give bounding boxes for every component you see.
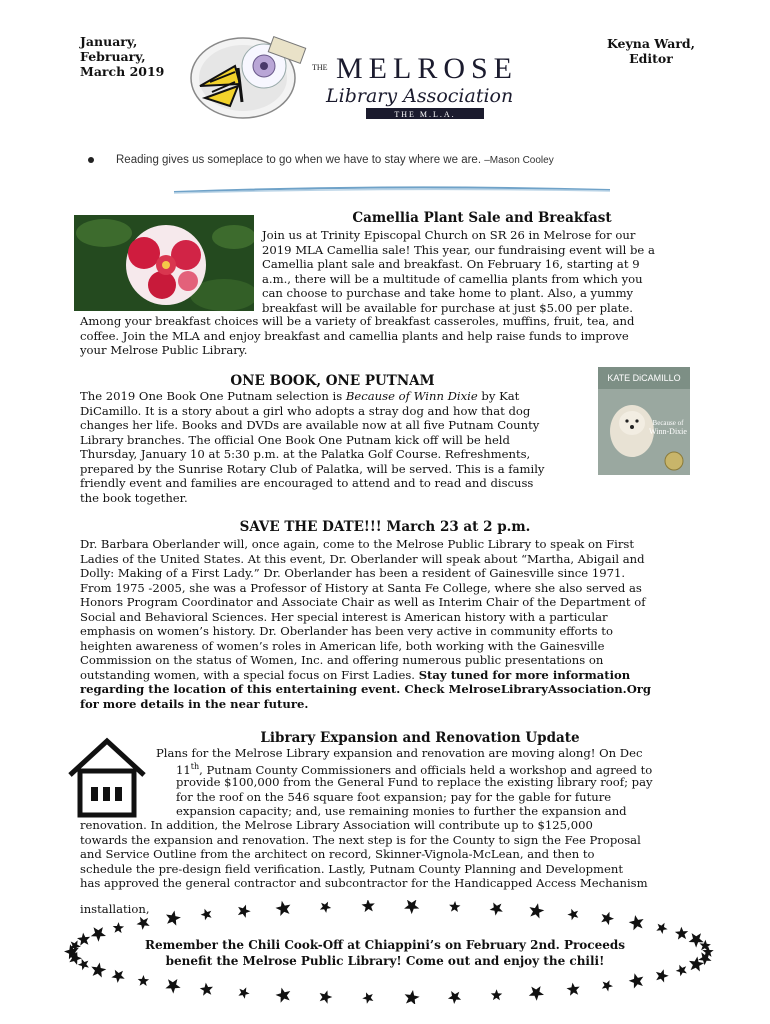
text-line: From 1975 -2005, she was a Professor of History at Santa Fe College, where she also served as bbox=[80, 580, 642, 595]
book-title: Because of Winn Dixie bbox=[345, 389, 478, 403]
star-icon bbox=[529, 903, 544, 918]
editor-credit bbox=[596, 36, 706, 66]
wave-divider bbox=[172, 182, 612, 198]
star-icon bbox=[491, 989, 502, 1000]
star-icon bbox=[449, 901, 460, 912]
star-icon bbox=[601, 912, 614, 925]
text-line: Thursday, January 10 at 5:30 p.m. at the Palatka Golf Course. Refreshments, bbox=[80, 447, 531, 461]
melrose-logo bbox=[180, 36, 570, 122]
text-line: breakfast will be available for purchase at just $5.00 per plate. bbox=[262, 300, 633, 315]
star-icon bbox=[111, 970, 124, 983]
text-line: Join us at Trinity Episcopal Church on SR 26 in Melrose for our bbox=[262, 228, 636, 242]
text-line: heighten awareness of women’s roles in American life, both working with the Gainesville bbox=[80, 638, 605, 653]
issue-date-line: February, bbox=[80, 49, 146, 64]
quote-attribution: –Mason Cooley bbox=[484, 155, 554, 166]
text-line: Remember the Chili Cook-Off at Chiappini’s on February 2nd. Proceeds bbox=[144, 938, 626, 952]
text-line: towards the expansion and renovation. The next step is for the County to sign the Fee Proposal bbox=[80, 832, 641, 847]
expansion-line: Plans for the Melrose Library expansion and renovation are moving along! On Dec bbox=[156, 746, 643, 760]
expansion-indented bbox=[176, 775, 716, 819]
bullet-icon bbox=[88, 157, 94, 163]
book-cover bbox=[598, 367, 690, 475]
onebook-paragraph bbox=[80, 389, 595, 505]
star-icon bbox=[629, 915, 644, 930]
text-line: Dr. Barbara Oberlander will, once again, come to the Melrose Public Library to speak on First bbox=[80, 537, 635, 551]
star-icon bbox=[362, 900, 375, 912]
star-icon bbox=[113, 922, 124, 933]
text-line: 2019 MLA Camellia sale! This year, our fundraising event will be a bbox=[262, 242, 655, 257]
issue-date-line: March 2019 bbox=[80, 64, 165, 79]
issue-date-line: January, bbox=[80, 34, 138, 49]
text-line: has approved the general contractor and subcontractor for the Handicapped Access Mechanism bbox=[80, 876, 648, 890]
quote bbox=[88, 154, 554, 166]
star-icon bbox=[567, 983, 580, 996]
expansion-line: 11th, Putnam County Commissioners and officials held a workshop and agreed to bbox=[176, 762, 653, 777]
editor-title: Editor bbox=[629, 51, 673, 66]
text-line: friendly event and families are encouraged to attend and to read and discuss bbox=[80, 476, 534, 490]
expansion-paragraph bbox=[80, 818, 720, 891]
logo-name: MELROSE bbox=[336, 52, 519, 85]
text-line: for the roof on the 546 square foot expansion; pay for the gable for future bbox=[176, 789, 612, 804]
expansion-last-line: installation, bbox=[80, 902, 150, 916]
camellia-photo bbox=[74, 215, 254, 311]
camellia-paragraph-full bbox=[80, 314, 710, 358]
star-icon bbox=[689, 933, 704, 948]
savedate-title: SAVE THE DATE!!! March 23 at 2 p.m. bbox=[239, 519, 531, 535]
star-icon bbox=[629, 973, 644, 988]
text-line: Honors Program Coordinator and Associate Chair as well as Interim Chair of the Department of bbox=[80, 595, 646, 609]
star-icon bbox=[138, 975, 149, 986]
quote-text: Reading gives us someplace to go when we have to stay where we are. bbox=[116, 154, 482, 166]
library-house-icon bbox=[66, 735, 148, 821]
text-line: and Service Outline from the architect on record, Skinner-Vignola-McLean, and then to bbox=[80, 847, 595, 861]
text-line: Dolly: Making of a First Lady.” Dr. Oberlander has been a resident of Gainesville since 1971. bbox=[80, 566, 626, 580]
chili-announcement bbox=[80, 937, 690, 969]
text-line: emphasis on women’s history. Dr. Oberlander has been very active in community efforts to bbox=[80, 624, 613, 638]
text-line: benefit the Melrose Public Library! Come out and enjoy the chili! bbox=[165, 954, 605, 968]
text-line: regarding the location of this entertaining event. Check MelroseLibraryAssociation.Org bbox=[80, 682, 652, 696]
star-icon bbox=[238, 905, 251, 918]
star-icon bbox=[165, 979, 180, 994]
text-line: prepared by the Sunrise Rotary Club of Palatka, will be served. This is a family bbox=[80, 461, 545, 476]
camellia-paragraph-right bbox=[262, 228, 712, 315]
star-icon bbox=[405, 990, 420, 1004]
text-line: Among your breakfast choices will be a variety of breakfast casseroles, muffins, fruit, tea, and bbox=[80, 314, 635, 328]
star-icon bbox=[238, 987, 249, 998]
text-line: Commission on the status of Women, Inc. and offering numerous public presentations on bbox=[80, 653, 604, 667]
issue-date bbox=[80, 34, 190, 79]
savedate-paragraph bbox=[80, 537, 710, 711]
star-icon bbox=[320, 902, 331, 913]
text-line: expansion capacity; and, use remaining monies to further the expansion and bbox=[176, 804, 627, 818]
text-line: outstanding women, with a special focus on First Ladies. Stay tuned for more information bbox=[80, 667, 631, 682]
star-icon bbox=[656, 923, 667, 934]
text-line: Ladies of the United States. At this event, Dr. Oberlander will speak about “Martha, Abigail and bbox=[80, 551, 645, 566]
text-line: Social and Behavioral Sciences. Her special interest is American history with a particular bbox=[80, 609, 608, 624]
text-line: for more details in the near future. bbox=[80, 696, 309, 711]
logo-the: THE bbox=[312, 63, 328, 72]
text-line: schedule the pre-design field verification. Lastly, Putnam County Planning and Development bbox=[80, 861, 623, 876]
text-line: Library branches. The official One Book One Putnam kick off will be held bbox=[80, 432, 510, 447]
logo-tag: THE M.L.A. bbox=[394, 110, 456, 119]
cover-author: KATE DiCAMILLO bbox=[607, 373, 681, 383]
logo-subtitle: Library Association bbox=[326, 85, 514, 107]
text-line: Camellia plant sale and breakfast. On February 16, starting at 9 bbox=[262, 257, 640, 271]
star-icon bbox=[166, 911, 181, 926]
star-icon bbox=[529, 986, 544, 1001]
star-icon bbox=[137, 917, 150, 930]
text-line: renovation. In addition, the Melrose Library Association will contribute up to $125,000 bbox=[80, 818, 593, 832]
text-line: can choose to purchase and take home to plant. Also, a yummy bbox=[262, 286, 634, 300]
camellia-title: Camellia Plant Sale and Breakfast bbox=[352, 210, 612, 226]
star-icon bbox=[276, 901, 291, 916]
star-icon bbox=[201, 909, 212, 920]
star-icon bbox=[362, 992, 373, 1003]
text-line: your Melrose Public Library. bbox=[80, 343, 248, 357]
onebook-title: ONE BOOK, ONE PUTNAM bbox=[230, 373, 435, 389]
star-icon bbox=[602, 980, 613, 991]
text-line: the book together. bbox=[80, 490, 188, 505]
editor-name: Keyna Ward, bbox=[606, 36, 696, 51]
star-icon bbox=[276, 988, 291, 1003]
star-icon bbox=[200, 983, 213, 996]
text-line: a.m., there will be a multitude of camellia plants from which you bbox=[262, 271, 643, 286]
text-line: coffee. Join the MLA and enjoy breakfast and camellia plants and help raise funds to improve bbox=[80, 328, 629, 343]
text-line: The 2019 One Book One Putnam selection is Because of Winn Dixie by Kat bbox=[80, 389, 520, 403]
expansion-title: Library Expansion and Renovation Update bbox=[260, 730, 580, 746]
star-icon bbox=[404, 900, 419, 914]
text-line: provide $100,000 from the General Fund to replace the existing library roof; pay bbox=[176, 775, 653, 789]
text-line: DiCamillo. It is a story about a girl who adopts a stray dog and how that dog bbox=[80, 403, 531, 418]
star-icon bbox=[490, 903, 503, 916]
star-icon bbox=[567, 909, 578, 920]
cover-title: Winn-Dixie bbox=[649, 427, 687, 436]
text-line: changes her life. Books and DVDs are available now at all five Putnam County bbox=[80, 418, 540, 432]
star-icon bbox=[656, 969, 669, 982]
cover-title: Because of bbox=[652, 419, 684, 427]
star-icon bbox=[448, 991, 461, 1004]
star-icon bbox=[320, 990, 333, 1003]
